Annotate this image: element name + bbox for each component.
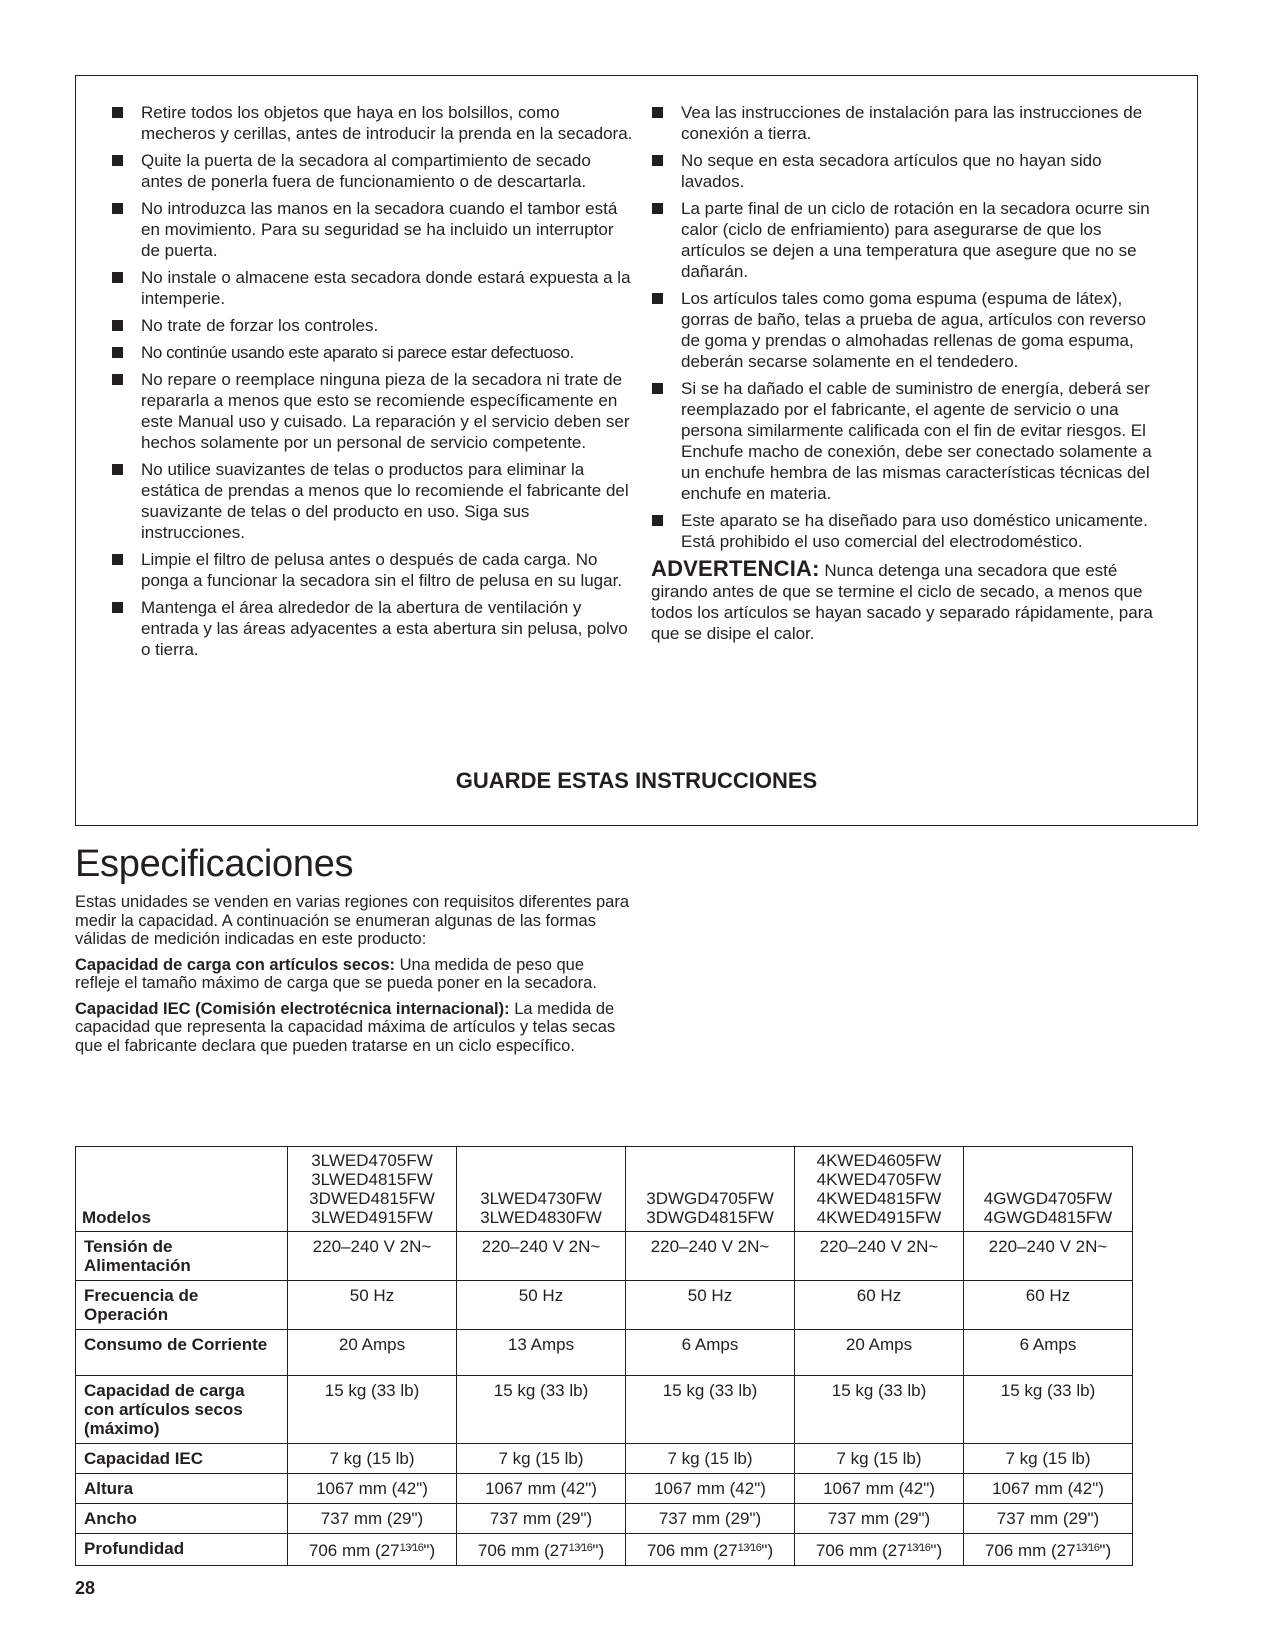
square-bullet-icon <box>112 374 123 385</box>
iec-capacity-label: Capacidad IEC (Comisión electrotécnica internacional): <box>75 999 510 1018</box>
warning-left-item <box>111 267 636 309</box>
depth-value-cell <box>795 1534 964 1566</box>
value-cell: 13 Amps <box>457 1330 626 1376</box>
square-bullet-icon <box>652 293 663 304</box>
depth-prefix: 706 mm (27 <box>646 1541 738 1560</box>
square-bullet-icon <box>112 347 123 358</box>
warnings-right-column <box>651 102 1161 644</box>
model-number: 4GWGD4815FW <box>983 1208 1113 1227</box>
square-bullet-icon <box>112 107 123 118</box>
table-row <box>76 1376 1133 1444</box>
square-bullet-icon <box>112 320 123 331</box>
depth-prefix: 706 mm (27 <box>477 1541 569 1560</box>
warning-right-item-text: Si se ha dañado el cable de suministro de energía, deberá ser reemplazado por el fabricante, el agente de servicio o una persona similarmente calificada con el fin de evitar riesgos. El Enchufe macho de conexión, debe ser conectado solamente a un enchufe hembra de las mismas características técnicas del enchufe en materia. <box>681 379 1152 503</box>
table-row <box>76 1232 1133 1281</box>
model-number: 3DWED4815FW <box>309 1189 435 1208</box>
value-cell: 50 Hz <box>626 1281 795 1330</box>
row-label: Tensión de Alimentación <box>76 1232 288 1281</box>
depth-value-cell <box>964 1534 1133 1566</box>
warning-left-item <box>111 198 636 261</box>
value-cell: 7 kg (15 lb) <box>457 1444 626 1474</box>
warning-right-item <box>651 288 1161 372</box>
model-number: 3LWED4705FW <box>311 1151 433 1170</box>
value-cell: 50 Hz <box>288 1281 457 1330</box>
specifications-table-body <box>76 1147 1133 1566</box>
warning-right-item <box>651 510 1161 552</box>
warning-right-item-text: La parte final de un ciclo de rotación en la secadora ocurre sin calor (ciclo de enfriamiento) para asegurarse de que los artículos se dejen a una temperatura que asegure que no se dañarán. <box>681 199 1150 281</box>
square-bullet-icon <box>112 554 123 565</box>
warning-left-item <box>111 342 636 363</box>
value-cell: 7 kg (15 lb) <box>626 1444 795 1474</box>
warning-left-item-text: No continúe usando este aparato si parece estar defectuoso. <box>141 343 574 362</box>
dry-capacity-text: Una medida de peso que refleje el tamaño máximo de carga que se pueda poner en la secadora. <box>75 955 597 992</box>
value-cell: 737 mm (29") <box>457 1504 626 1534</box>
value-cell: 737 mm (29") <box>964 1504 1133 1534</box>
value-cell: 220–240 V 2N~ <box>626 1232 795 1281</box>
model-number: 3LWED4730FW <box>480 1189 602 1208</box>
warning-left-item-text: No instale o almacene esta secadora donde estará expuesta a la intemperie. <box>141 268 631 308</box>
warning-left-item-text: Mantenga el área alrededor de la abertura de ventilación y entrada y las áreas adyacentes a esta abertura sin pelusa, polvo o tierra. <box>141 598 628 659</box>
table-row-depth <box>76 1534 1133 1566</box>
advertencia-text: Nunca detenga una secadora que esté girando antes de que se termine el ciclo de secado, a menos que todos los artículos se hayan sacado y separado rápidamente, para que se disipe el calor. <box>651 561 1153 643</box>
model-number: 3DWGD4705FW <box>646 1189 774 1208</box>
depth-fraction: 13⁄16 <box>1075 1542 1100 1554</box>
advertencia-label: ADVERTENCIA: <box>651 556 820 581</box>
value-cell: 50 Hz <box>457 1281 626 1330</box>
square-bullet-icon <box>652 107 663 118</box>
value-cell: 6 Amps <box>626 1330 795 1376</box>
value-cell: 6 Amps <box>964 1330 1133 1376</box>
model-group-cell <box>626 1147 795 1232</box>
depth-value-cell <box>457 1534 626 1566</box>
model-group-cell <box>288 1147 457 1232</box>
value-cell: 1067 mm (42") <box>457 1474 626 1504</box>
square-bullet-icon <box>112 602 123 613</box>
model-number: 3LWED4815FW <box>311 1170 433 1189</box>
warning-right-item <box>651 198 1161 282</box>
model-number: 4KWED4705FW <box>816 1170 942 1189</box>
row-label: Altura <box>76 1474 288 1504</box>
table-row <box>76 1474 1133 1504</box>
warning-left-item <box>111 597 636 660</box>
depth-suffix: ") <box>423 1541 436 1560</box>
model-group-cell <box>457 1147 626 1232</box>
value-cell: 20 Amps <box>795 1330 964 1376</box>
warning-right-item-text: Vea las instrucciones de instalación para las instrucciones de conexión a tierra. <box>681 103 1143 143</box>
specifications-title: Especificaciones <box>75 843 354 885</box>
value-cell: 220–240 V 2N~ <box>795 1232 964 1281</box>
specifications-intro <box>75 893 630 1062</box>
value-cell: 737 mm (29") <box>795 1504 964 1534</box>
value-cell: 7 kg (15 lb) <box>795 1444 964 1474</box>
value-cell: 15 kg (33 lb) <box>626 1376 795 1444</box>
value-cell: 1067 mm (42") <box>964 1474 1133 1504</box>
square-bullet-icon <box>112 464 123 475</box>
depth-fraction: 13⁄16 <box>568 1542 593 1554</box>
square-bullet-icon <box>652 203 663 214</box>
warning-left-item-text: No introduzca las manos en la secadora cuando el tambor está en movimiento. Para su seguridad se ha incluido un interruptor de puerta. <box>141 199 618 260</box>
depth-suffix: ") <box>930 1541 943 1560</box>
value-cell: 15 kg (33 lb) <box>457 1376 626 1444</box>
warning-right-item <box>651 378 1161 504</box>
depth-prefix: 706 mm (27 <box>984 1541 1076 1560</box>
table-row <box>76 1281 1133 1330</box>
depth-prefix: 706 mm (27 <box>308 1541 400 1560</box>
dry-capacity-definition <box>75 956 630 993</box>
model-number: 3DWGD4815FW <box>646 1208 774 1227</box>
value-cell: 15 kg (33 lb) <box>288 1376 457 1444</box>
value-cell: 60 Hz <box>795 1281 964 1330</box>
warnings-left-list <box>111 102 636 660</box>
table-row <box>76 1330 1133 1376</box>
iec-capacity-definition <box>75 1000 630 1056</box>
save-instructions-heading: GUARDE ESTAS INSTRUCCIONES <box>455 768 818 793</box>
specifications-table <box>75 1146 1133 1566</box>
warning-left-item-text: No utilice suavizantes de telas o productos para eliminar la estática de prendas a menos que lo recomiende el fabricante del suavizante de telas o del producto en uso. Siga sus instrucciones. <box>141 460 629 542</box>
depth-fraction: 13⁄16 <box>906 1542 931 1554</box>
table-row <box>76 1444 1133 1474</box>
square-bullet-icon <box>112 203 123 214</box>
warning-left-item <box>111 369 636 453</box>
warning-left-item-text: No repare o reemplace ninguna pieza de la secadora ni trate de repararla a menos que esto se recomiende específicamente en este Manual uso y cuisado. La reparación y el servicio deben ser hechos solamente por un personal de servicio competente. <box>141 370 630 452</box>
value-cell: 1067 mm (42") <box>626 1474 795 1504</box>
warning-right-item-text: Este aparato se ha diseñado para uso doméstico unicamente. Está prohibido el uso comercial del electrodoméstico. <box>681 511 1148 551</box>
table-row <box>76 1504 1133 1534</box>
depth-value-cell <box>288 1534 457 1566</box>
value-cell: 220–240 V 2N~ <box>964 1232 1133 1281</box>
square-bullet-icon <box>652 155 663 166</box>
row-label: Capacidad IEC <box>76 1444 288 1474</box>
value-cell: 20 Amps <box>288 1330 457 1376</box>
model-number: 4KWED4605FW <box>816 1151 942 1170</box>
value-cell: 737 mm (29") <box>288 1504 457 1534</box>
depth-value-cell <box>626 1534 795 1566</box>
warning-left-item <box>111 315 636 336</box>
value-cell: 7 kg (15 lb) <box>964 1444 1133 1474</box>
model-number: 4GWGD4705FW <box>983 1189 1113 1208</box>
warning-right-item-text: Los artículos tales como goma espuma (espuma de látex), gorras de baño, telas a prueba de agua, artículos con reverso de goma y prendas o almohadas rellenas de goma espuma, deberán secarse solamente en el tendedero. <box>681 289 1146 371</box>
iec-capacity-text: La medida de capacidad que representa la capacidad máxima de artículos y telas secas que el fabricante declara que pueden tratarse en un ciclo específico. <box>75 999 616 1055</box>
intro-paragraph: Estas unidades se venden en varias regiones con requisitos diferentes para medir la capacidad. A continuación se enumeran algunas de las formas válidas de medición indicadas en este producto: <box>75 893 630 948</box>
page-number: 28 <box>75 1578 96 1598</box>
row-label: Ancho <box>76 1504 288 1534</box>
warnings-left-column <box>111 102 636 666</box>
value-cell: 220–240 V 2N~ <box>457 1232 626 1281</box>
row-label: Profundidad <box>76 1534 288 1566</box>
warning-left-item <box>111 459 636 543</box>
square-bullet-icon <box>112 155 123 166</box>
depth-fraction: 13⁄16 <box>399 1542 424 1554</box>
depth-prefix: 706 mm (27 <box>815 1541 907 1560</box>
value-cell: 220–240 V 2N~ <box>288 1232 457 1281</box>
value-cell: 1067 mm (42") <box>795 1474 964 1504</box>
model-number: 3LWED4915FW <box>311 1208 433 1227</box>
dry-capacity-label: Capacidad de carga con artículos secos: <box>75 955 396 974</box>
row-label: Consumo de Corriente <box>76 1330 288 1376</box>
model-group-cell <box>964 1147 1133 1232</box>
row-label: Capacidad de carga con artículos secos (máximo) <box>76 1376 288 1444</box>
depth-suffix: ") <box>1099 1541 1112 1560</box>
value-cell: 7 kg (15 lb) <box>288 1444 457 1474</box>
warning-right-item <box>651 102 1161 144</box>
model-number: 4KWED4915FW <box>816 1208 942 1227</box>
warning-right-item <box>651 150 1161 192</box>
depth-fraction: 13⁄16 <box>737 1542 762 1554</box>
warning-left-item-text: Retire todos los objetos que haya en los bolsillos, como mecheros y cerillas, antes de introducir la prenda en la secadora. <box>141 103 633 143</box>
value-cell: 15 kg (33 lb) <box>795 1376 964 1444</box>
warning-right-item-text: No seque en esta secadora artículos que no hayan sido lavados. <box>681 151 1102 191</box>
value-cell: 737 mm (29") <box>626 1504 795 1534</box>
model-group-cell <box>795 1147 964 1232</box>
depth-suffix: ") <box>592 1541 605 1560</box>
model-number: 4KWED4815FW <box>816 1189 942 1208</box>
warning-left-item <box>111 549 636 591</box>
square-bullet-icon <box>652 383 663 394</box>
square-bullet-icon <box>112 272 123 283</box>
safety-warnings-box <box>75 75 1198 826</box>
table-header-row <box>76 1147 1133 1232</box>
warning-left-item <box>111 102 636 144</box>
model-number: 3LWED4830FW <box>480 1208 602 1227</box>
warning-left-item <box>111 150 636 192</box>
warning-left-item-text: Limpie el filtro de pelusa antes o después de cada carga. No ponga a funcionar la secadora sin el filtro de pelusa en su lugar. <box>141 550 623 590</box>
value-cell: 15 kg (33 lb) <box>964 1376 1133 1444</box>
value-cell: 1067 mm (42") <box>288 1474 457 1504</box>
warning-left-item-text: Quite la puerta de la secadora al compartimiento de secado antes de ponerla fuera de funcionamiento o de descartarla. <box>141 151 591 191</box>
warning-left-item-text: No trate de forzar los controles. <box>141 316 379 335</box>
depth-suffix: ") <box>761 1541 774 1560</box>
warnings-right-list <box>651 102 1161 552</box>
models-header-cell: Modelos <box>76 1147 288 1232</box>
advertencia-paragraph <box>651 558 1161 644</box>
value-cell: 60 Hz <box>964 1281 1133 1330</box>
row-label: Frecuencia de Operación <box>76 1281 288 1330</box>
square-bullet-icon <box>652 515 663 526</box>
